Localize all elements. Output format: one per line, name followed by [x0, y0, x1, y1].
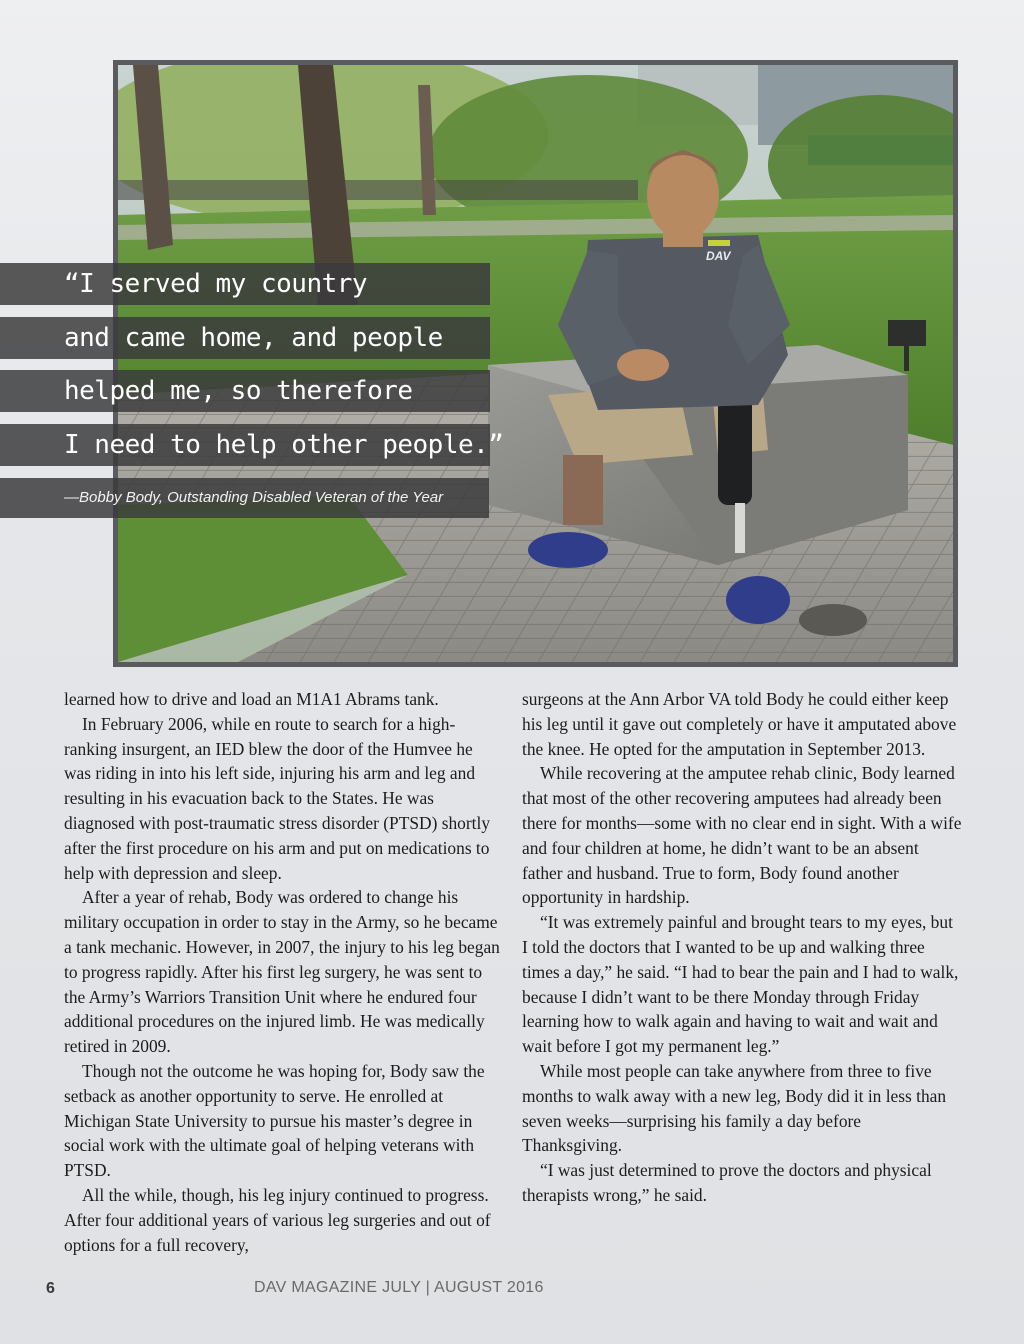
pull-quote-line-2: and came home, and people	[64, 323, 443, 353]
paragraph: While most people can take anywhere from three to five months to walk away with a new leg, Body did it in less than seven weeks—surprising his family a day before Thanksgiving.	[522, 1060, 947, 1156]
paragraph: In February 2006, while en route to search for a high-ranking insurgent, an IED blew the door of the Humvee he was riding in into his left side, injuring his arm and leg and resulting in his evacuation back to the States. He was diagnosed with post-traumatic stress disorder (PTSD) shortly after the first procedure on his arm and put on medications to help with depression and sleep.	[64, 713, 491, 883]
memorial-plaza-illustration	[118, 65, 953, 662]
paragraph: surgeons at the Ann Arbor VA told Body he could either keep his leg until it gave out completely or have it amputated above the knee. He opted for the amputation in September 2013.	[522, 689, 957, 759]
pull-quote-attribution: —Bobby Body, Outstanding Disabled Veteran of the Year	[64, 489, 444, 506]
pull-quote-line-1: “I served my country	[64, 269, 368, 299]
pull-quote-line-3: helped me, so therefore	[64, 376, 413, 406]
shirt-logo: DAV	[706, 249, 731, 263]
paragraph: After a year of rehab, Body was ordered to change his military occupation in order to stay in the Army, so he became a tank mechanic. However, in 2007, the injury to his leg began to progress rapidly. After his first leg surgery, he was sent to the Army’s Warriors Transition Unit where he endured four additional procedures on the injured limb. He was medically retired in 2009.	[64, 887, 500, 1057]
article-column-left	[64, 687, 504, 1257]
paragraph: “I was just determined to prove the doctors and physical therapists wrong,” he said.	[522, 1160, 932, 1205]
paragraph: Though not the outcome he was hoping for, Body saw the setback as another opportunity to serve. He enrolled at Michigan State University to pursue his master’s degree in social work with the ultimate goal of helping veterans with PTSD.	[64, 1060, 485, 1181]
article-column-right	[522, 687, 962, 1208]
pull-quote-line-4: I need to help other people.”	[64, 430, 504, 460]
shirt-logo-mark	[708, 240, 730, 246]
magazine-footer: DAV MAGAZINE JULY | AUGUST 2016	[254, 1279, 544, 1296]
paragraph: “It was extremely painful and brought tears to my eyes, but I told the doctors that I wanted to be up and walking three times a day,” he said. “I had to bear the pain and I had to walk, because I didn’t want to be there Monday through Friday learning how to walk again and having to wait and wait and wait before I got my permanent leg.”	[522, 912, 959, 1057]
page-number: 6	[46, 1280, 55, 1297]
paragraph: While recovering at the amputee rehab clinic, Body learned that most of the other recovering amputees had already been there for months—some with no clear end in sight. With a wife and four children at home, he didn’t want to be an absent father and husband. True to form, Body found another opportunity in hardship.	[522, 763, 962, 908]
feature-photo	[113, 60, 958, 667]
paragraph: All the while, though, his leg injury continued to progress. After four additional years of various leg surgeries and out of options for a full recovery,	[64, 1184, 491, 1255]
paragraph: learned how to drive and load an M1A1 Abrams tank.	[64, 689, 439, 709]
